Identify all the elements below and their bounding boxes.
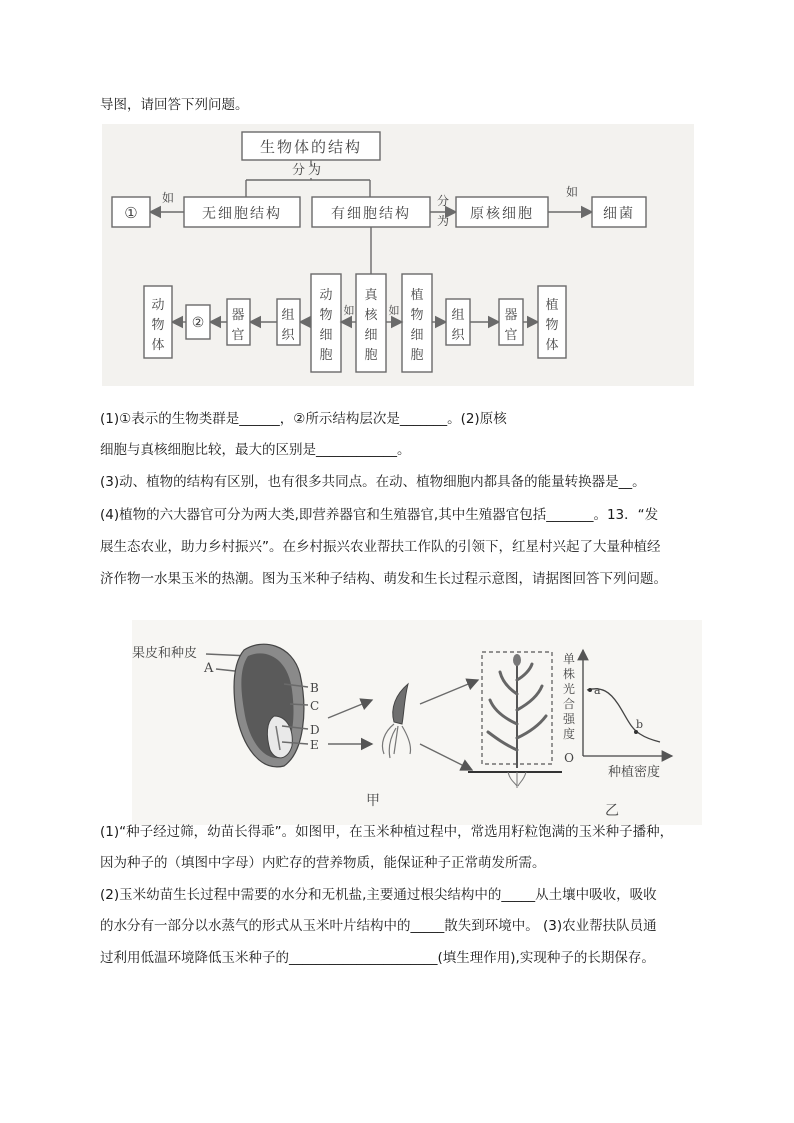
q1-line1: (1)①表示的生物类群是______，②所示结构层次是_______。(2)原核 — [100, 411, 507, 427]
q2-line5: 过利用低温环境降低玉米种子的______________________(填生理作用),实现种子的长期保存。 — [100, 950, 655, 966]
label-d: D — [310, 723, 320, 737]
point-a-dot — [588, 688, 592, 692]
point-b-label: b — [636, 718, 644, 731]
intro-text: 导图，请回答下列问题。 — [100, 97, 249, 113]
divide-label: 分为 — [291, 163, 325, 178]
q2-line4: 的水分有一部分以水蒸气的形式从玉米叶片结构中的_____散失到环境中。 (3)农业帮扶队员通 — [100, 918, 657, 934]
fen-label: 分 — [436, 194, 450, 208]
q1-line6: 济作物一水果玉米的热潮。图为玉米种子结构、萌发和生长过程示意图，请据图回答下列问题。 — [100, 571, 667, 587]
plant-body-label: 植物体 — [545, 298, 559, 353]
q2-line1: (1)“种子经过筛，幼苗长得乖”。如图甲，在玉米种植过程中，常选用籽粒饱满的玉米种子播种， — [100, 824, 674, 840]
animal-organ-label: 器官 — [231, 308, 245, 343]
wei-label: 为 — [436, 214, 450, 228]
q2-line3: (2)玉米幼苗生长过程中需要的水分和无机盐,主要通过根尖结构中的_____从土壤中吸收，吸收 — [100, 887, 657, 903]
ru-label-4: 如 — [388, 304, 400, 317]
q1-line2: 细胞与真核细胞比较，最大的区别是____________。 — [100, 442, 411, 458]
cell-label: 有细胞结构 — [331, 206, 411, 222]
eukaryote-label: 真核细胞 — [364, 288, 378, 363]
plant-cell-label: 植物细胞 — [410, 288, 424, 363]
animal-tissue-label: 组织 — [281, 308, 295, 343]
plant-organ-label: 器官 — [504, 308, 518, 343]
root-label: 生物体的结构 — [259, 138, 363, 156]
label-e: E — [310, 738, 319, 752]
fig-yi-label: 乙 — [605, 803, 619, 819]
peel-label: 果皮和种皮 — [132, 646, 198, 661]
point-a-label: a — [594, 684, 601, 697]
ru-label-3: 如 — [343, 304, 355, 317]
ru-label-1: 如 — [161, 191, 175, 205]
ru-label-2: 如 — [565, 185, 579, 199]
label-c: C — [310, 699, 320, 713]
y-axis-label: 单株光合强度 — [562, 652, 576, 741]
x-axis-label: 种植密度 — [608, 765, 661, 780]
label-a: A — [204, 661, 214, 676]
label-b: B — [310, 681, 319, 695]
origin-label: O — [564, 751, 574, 765]
q1-line5: 展生态农业，助力乡村振兴”。在乡村振兴农业帮扶工作队的引领下，红星村兴起了大量种植经 — [100, 539, 661, 555]
animal-body-label: 动物体 — [151, 298, 165, 353]
corn-seed-diagram — [132, 620, 702, 825]
fig-jia-label: 甲 — [366, 793, 380, 809]
blank2-label: ② — [191, 315, 205, 331]
bacteria-label: 细菌 — [603, 206, 635, 222]
q2-line2: 因为种子的（填图中字母）内贮存的营养物质，能保证种子正常萌发所需。 — [100, 855, 546, 871]
non-cell-label: 无细胞结构 — [202, 206, 282, 222]
animal-cell-label: 动物细胞 — [319, 288, 333, 363]
q1-line4: (4)植物的六大器官可分为两大类,即营养器官和生殖器官,其中生殖器官包括_______。13．“发 — [100, 507, 659, 523]
plant-tissue-label: 组织 — [451, 308, 465, 343]
q1-line3: (3)动、植物的结构有区别，也有很多共同点。在动、植物细胞内都具备的能量转换器是__。 — [100, 474, 646, 490]
structure-flow-diagram — [102, 124, 694, 386]
blank1-label: ① — [124, 204, 138, 222]
prokaryote-label: 原核细胞 — [470, 206, 534, 222]
